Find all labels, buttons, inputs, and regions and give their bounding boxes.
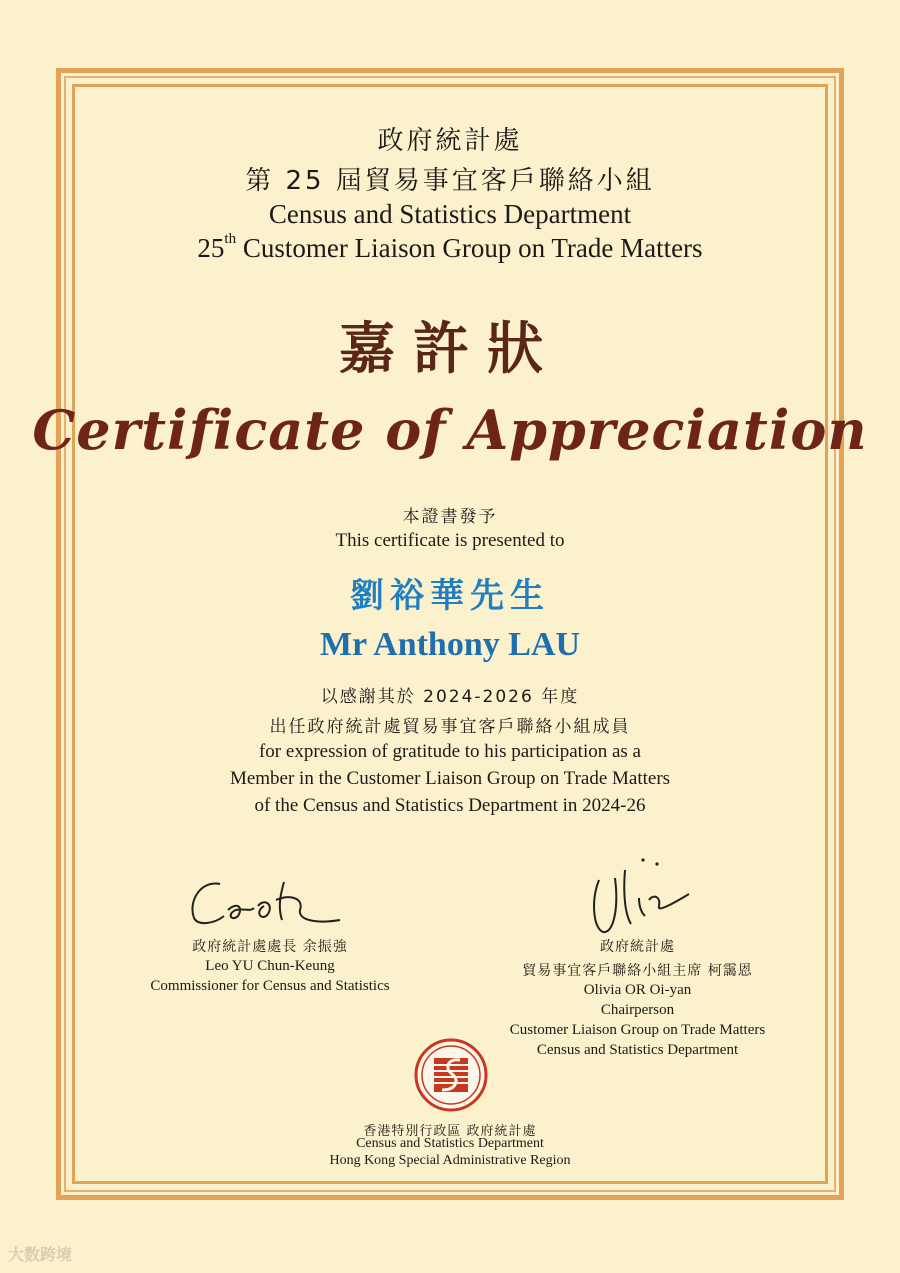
signatory-right-role-en: Chairperson <box>600 1002 675 1018</box>
signatory-right-title-cn: 貿易事宜客戶聯絡小組主席 柯靄恩 <box>522 963 753 979</box>
group-number: 25 <box>197 233 225 263</box>
signature-right <box>585 850 695 935</box>
signatory-right-name-en: Olivia OR Oi-yan <box>583 982 692 998</box>
group-number-suffix: th <box>224 231 237 247</box>
group-name-en: Customer Liaison Group on Trade Matters <box>236 233 703 263</box>
body-en-line3: of the Census and Statistics Department in 2024-26 <box>254 795 646 816</box>
body-cn-line1: 以感謝其於 2024-2026 年度 <box>320 687 580 707</box>
presented-en: This certificate is presented to <box>335 530 565 551</box>
watermark: 大数跨境 <box>8 1245 73 1264</box>
presented-cn: 本證書發予 <box>402 507 498 527</box>
recipient-name-cn: 劉裕華先生 <box>350 576 550 616</box>
header-org-cn: 政府統計處 <box>377 126 523 156</box>
department-logo-icon <box>414 1038 488 1112</box>
body-en-line1: for expression of gratitude to his participation as a <box>258 741 641 762</box>
signatory-right-group-en: Customer Liaison Group on Trade Matters <box>509 1022 766 1038</box>
header-group-cn: 第 25 屆貿易事宜客戶聯絡小組 <box>245 166 655 196</box>
header-group-en <box>0 233 900 264</box>
signatory-left-title-en: Commissioner for Census and Statistics <box>150 978 390 994</box>
title-cn: 嘉許狀 <box>339 316 561 382</box>
footer-en-line2: Hong Kong Special Administrative Region <box>329 1153 571 1168</box>
header-org-en: Census and Statistics Department <box>268 199 632 229</box>
body-en-line2: Member in the Customer Liaison Group on Trade Matters <box>229 768 671 789</box>
signatory-left-name-en: Leo YU Chun-Keung <box>205 958 335 974</box>
signatory-right-org-en: Census and Statistics Department <box>536 1042 739 1058</box>
signatory-left <box>120 936 420 996</box>
recipient-name-en: Mr Anthony LAU <box>319 626 581 663</box>
footer-en-line1: Census and Statistics Department <box>356 1136 544 1151</box>
title-en: Certificate of Appreciation <box>32 398 868 462</box>
signatory-right <box>470 936 805 1060</box>
signatory-left-title-cn: 政府統計處處長 余振強 <box>192 939 348 955</box>
body-cn-line2: 出任政府統計處貿易事宜客戶聯絡小組成員 <box>269 717 631 737</box>
signatory-right-org-cn: 政府統計處 <box>600 939 675 955</box>
signature-left <box>180 862 350 932</box>
footer-cn: 香港特別行政區 政府統計處 <box>363 1124 537 1139</box>
